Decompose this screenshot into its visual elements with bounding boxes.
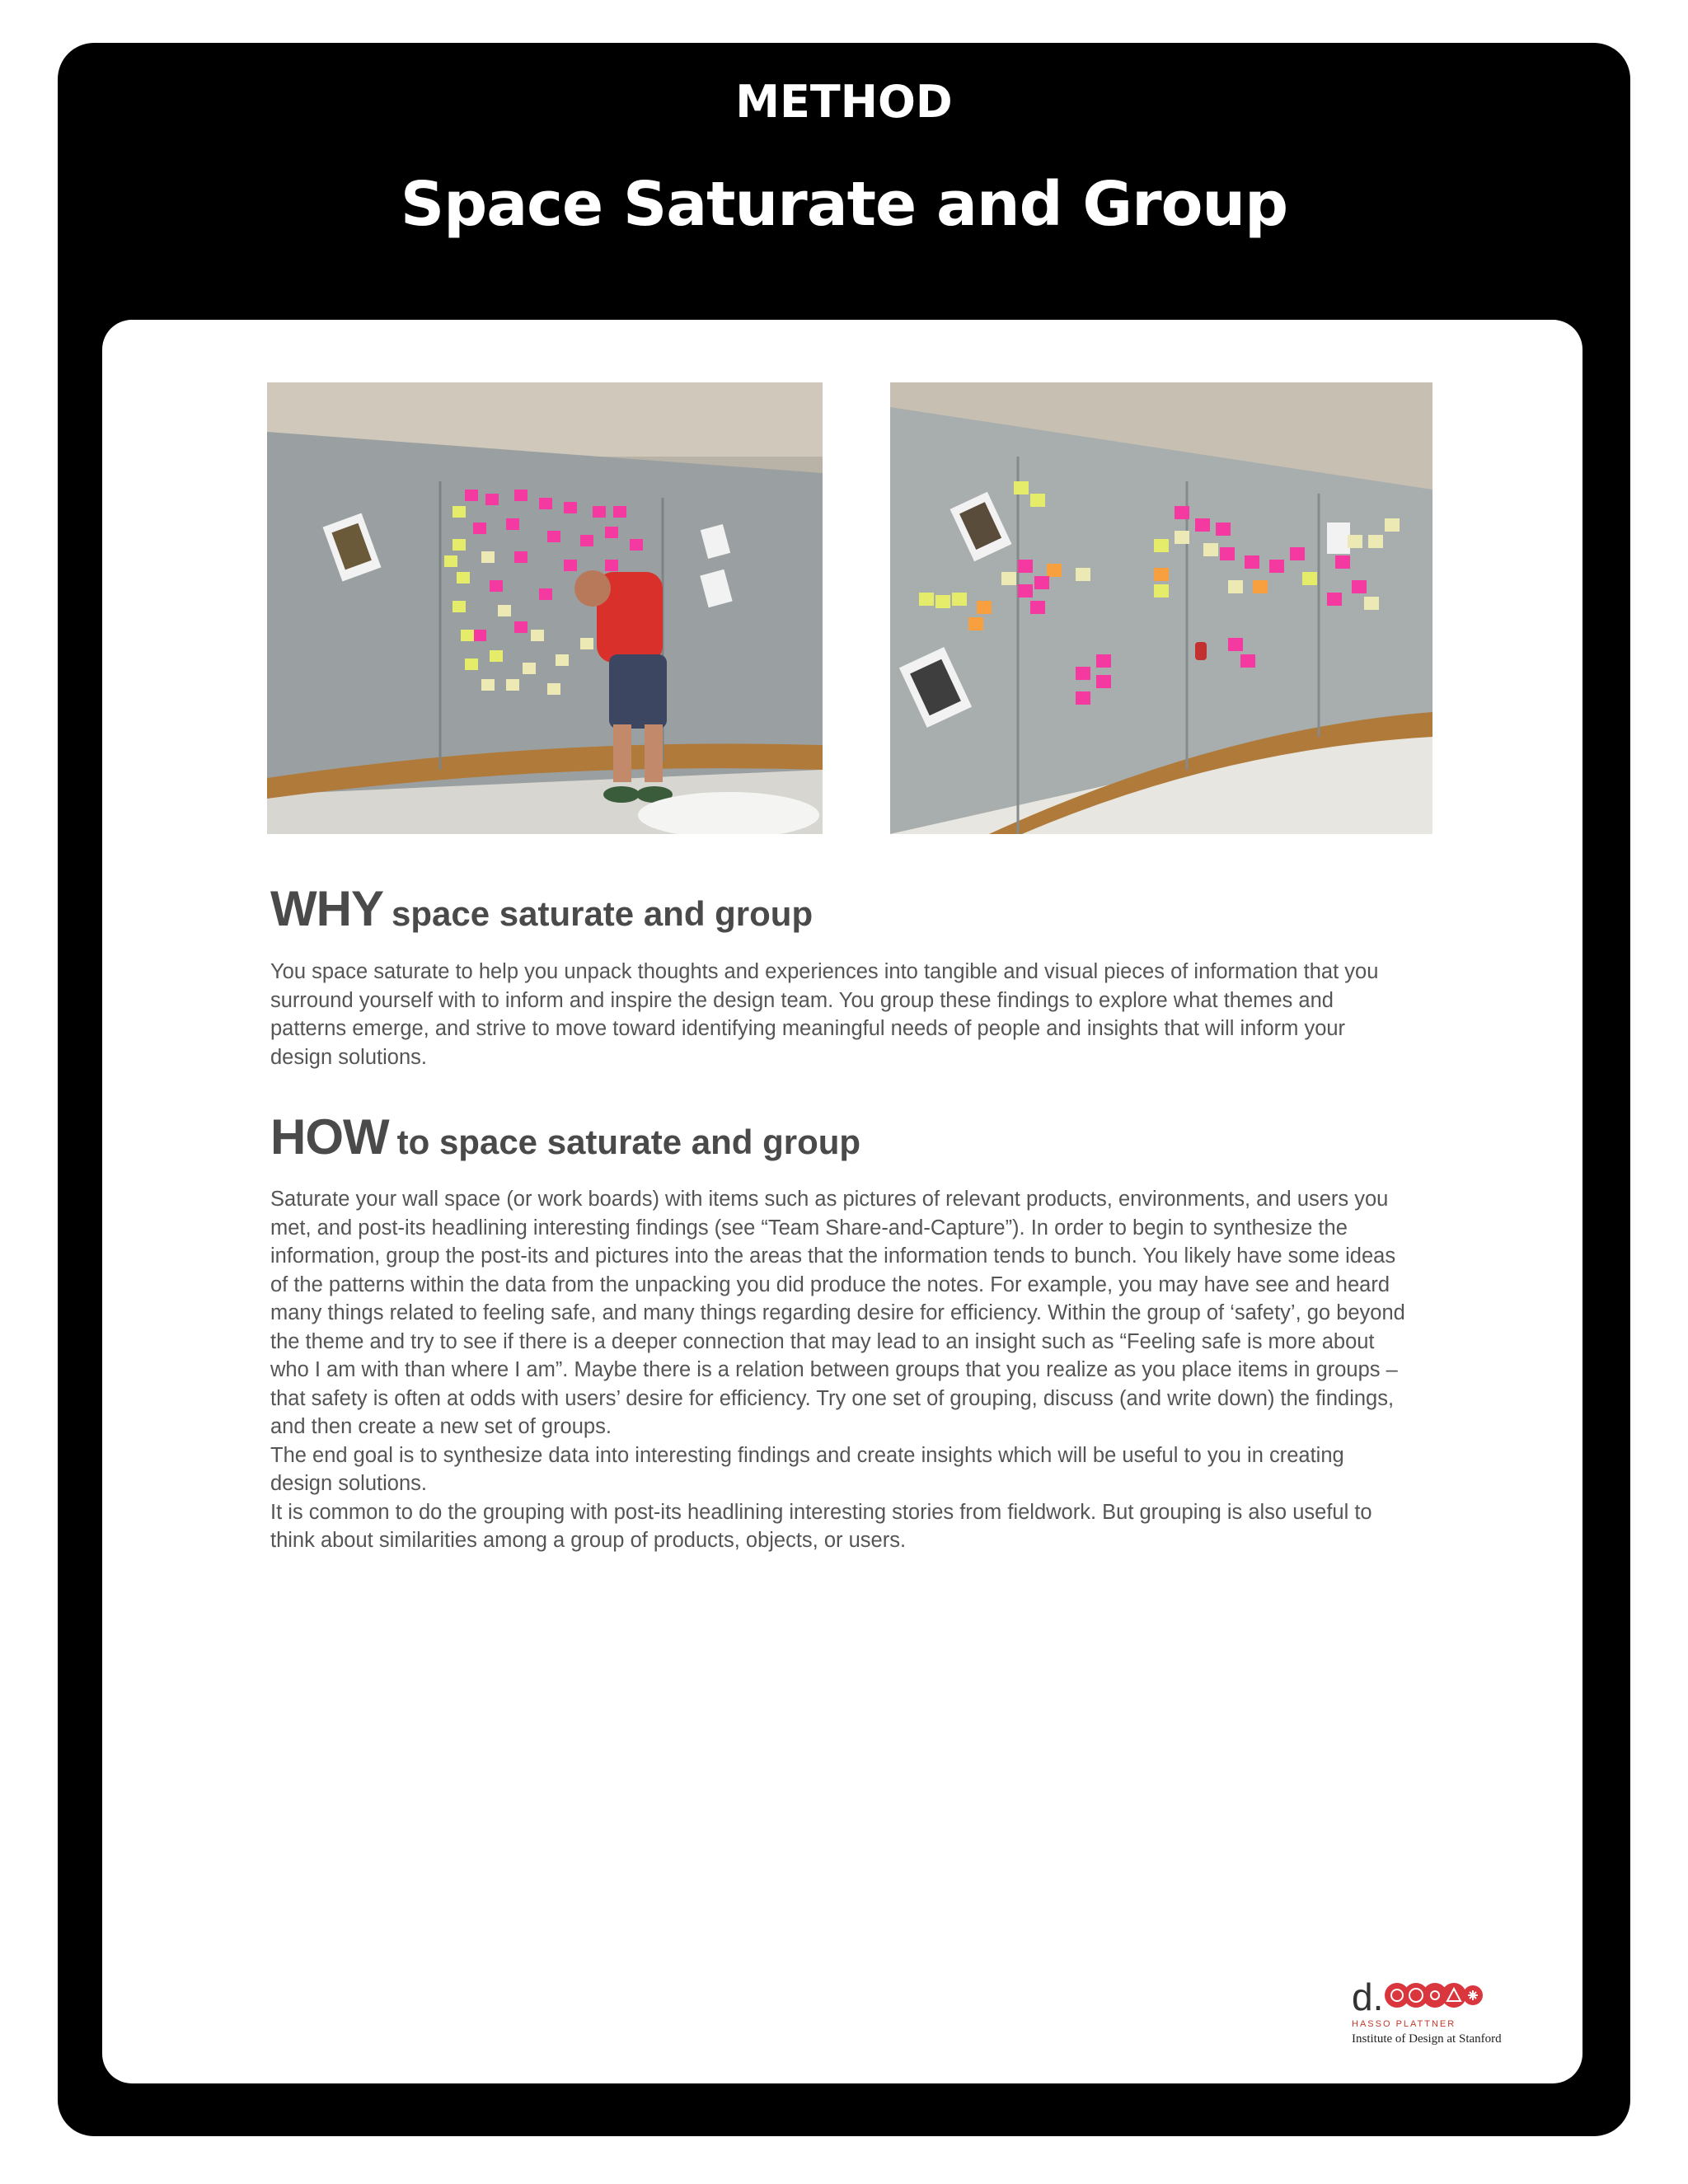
how-body bbox=[270, 1185, 1408, 1555]
how-heading-small: to space saturate and group bbox=[396, 1122, 861, 1161]
why-heading bbox=[270, 880, 813, 937]
method-label: METHOD bbox=[735, 76, 953, 128]
logo-letter: d. bbox=[1352, 1975, 1384, 2018]
how-paragraph-2: The end goal is to synthesize data into interesting findings and create insights which will be useful to you in creating design solutions. bbox=[270, 1443, 1344, 1495]
page-title: Space Saturate and Group bbox=[400, 169, 1288, 240]
why-body bbox=[270, 958, 1408, 1071]
logo-circles-icon bbox=[1385, 1981, 1484, 2011]
how-paragraph-3: It is common to do the grouping with post-its headlining interesting stories from fieldwork. But grouping is also useful to think about similarities among a group of products, objects, or users. bbox=[270, 1500, 1372, 1552]
photo-wall-grouped bbox=[890, 382, 1432, 834]
how-paragraph-1: Saturate your wall space (or work boards) with items such as pictures of relevant products, environments, and users you met, and post-its headlining interesting findings (see “Team Share-and-Capture”). In order to begin to synthesize the information, group the post-its and pictures into the areas that the information tends to bunch. You likely have some ideas of the patterns within the data from the unpacking you did produce the notes. For example, you may have see and heard many things related to feeling safe, and many things regarding desire for efficiency. Within the group of ‘safety’, go beyond the theme and try to see if there is a deeper connection that may lead to an insight such as “Feeling safe is more about who I am with than where I am”. Maybe there is a relation between groups that you realize as you place items in groups – that safety is often at odds with users’ desire for efficiency. Try one set of grouping, discuss (and write down) the findings, and then create a new set of groups. bbox=[270, 1188, 1405, 1438]
logo-line-2: Institute of Design at Stanford bbox=[1352, 2032, 1502, 2046]
dschool-logo bbox=[1352, 1975, 1533, 2052]
how-heading-big: HOW bbox=[270, 1109, 389, 1165]
why-heading-small: space saturate and group bbox=[391, 894, 814, 933]
logo-line-1: HASSO PLATTNER bbox=[1352, 2019, 1456, 2029]
why-paragraph: You space saturate to help you unpack thoughts and experiences into tangible and visual pieces of information that you surround yourself with to inform and inspire the design team. You group these findings to explore what themes and patterns emerge, and strive to move toward identifying meaningful needs of people and insights that will inform your design solutions. bbox=[270, 960, 1379, 1069]
why-heading-big: WHY bbox=[270, 881, 383, 936]
photo-wall-person bbox=[267, 382, 823, 834]
how-heading bbox=[270, 1108, 860, 1165]
